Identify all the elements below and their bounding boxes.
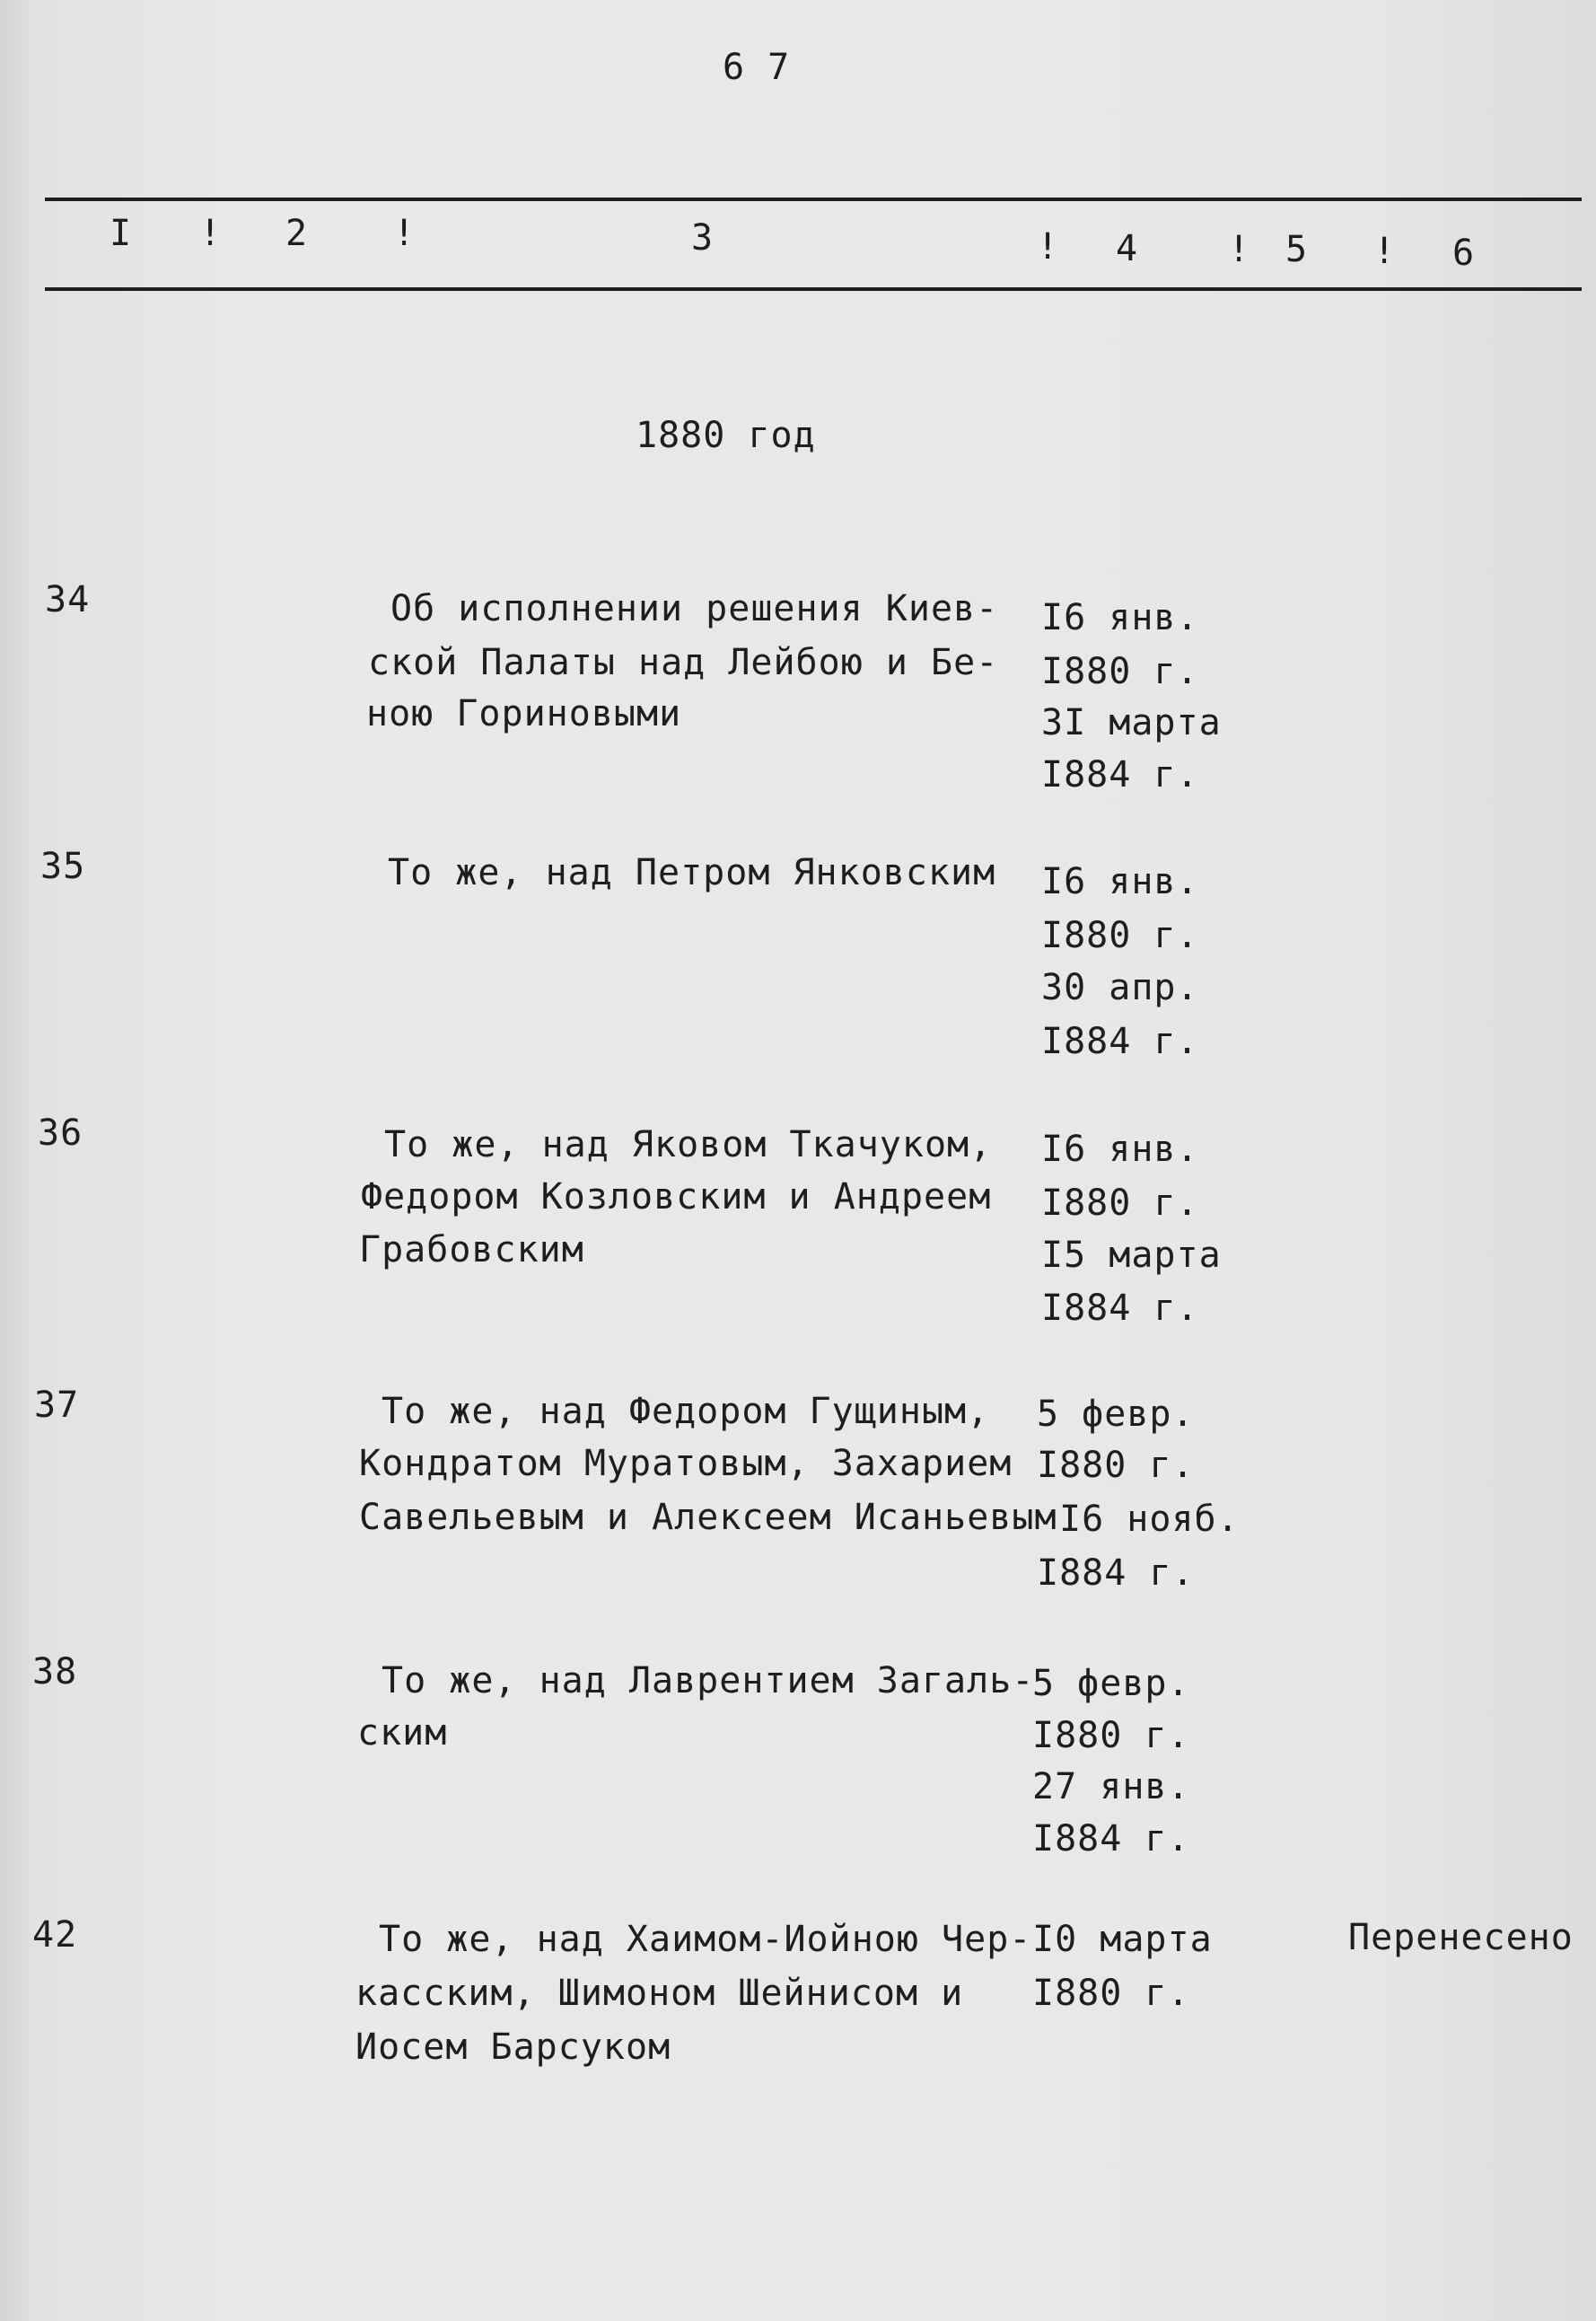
row-date: I880 г.: [1032, 1715, 1190, 1756]
row-title-line: То же, над Петром Янковским: [388, 852, 996, 893]
row-date: I880 г.: [1037, 1445, 1195, 1486]
row-date: I884 г.: [1041, 754, 1199, 796]
row-date: I884 г.: [1032, 1818, 1190, 1859]
row-date: I880 г.: [1041, 1182, 1199, 1224]
row-title-line: Савельевым и Алексеем Исаньевым: [359, 1497, 1057, 1538]
row-date: I880 г.: [1041, 651, 1199, 692]
row-date: 5 февр.: [1037, 1393, 1195, 1435]
header-col-6: 6: [1452, 233, 1475, 274]
row-date: I884 г.: [1037, 1552, 1195, 1594]
row-date: I884 г.: [1041, 1021, 1199, 1062]
row-date: I6 нояб.: [1059, 1499, 1240, 1540]
row-date: 27 янв.: [1032, 1766, 1190, 1807]
row-number: 37: [34, 1385, 80, 1426]
row-number: 34: [45, 579, 91, 620]
row-number: 42: [32, 1914, 78, 1956]
header-col-5: 5: [1285, 229, 1308, 270]
row-title-line: касским, Шимоном Шейнисом и: [355, 1973, 964, 2014]
row-date: I0 марта: [1032, 1919, 1213, 1960]
header-sep-1: !: [199, 213, 222, 254]
page-number: 6 7: [723, 47, 791, 88]
row-note: Перенесено: [1348, 1917, 1574, 1958]
row-date: I5 марта: [1041, 1235, 1222, 1276]
header-sep-5: !: [1373, 231, 1396, 272]
row-title-line: То же, над Лаврентием Загаль-: [381, 1660, 1035, 1701]
row-title-line: Федором Козловским и Андреем: [361, 1176, 992, 1218]
row-title-line: То же, над Федором Гущиным,: [381, 1391, 990, 1432]
row-title-line: Грабовским: [359, 1229, 584, 1270]
row-date: I880 г.: [1041, 915, 1199, 956]
header-sep-4: !: [1228, 229, 1250, 270]
row-title-line: ною Гориновыми: [366, 693, 682, 734]
row-number: 35: [40, 846, 86, 887]
header-top-rule: [45, 198, 1582, 201]
row-date: 3I марта: [1041, 702, 1222, 743]
row-date: I6 янв.: [1041, 861, 1199, 902]
header-col-1: I: [110, 213, 132, 254]
row-number: 38: [32, 1651, 78, 1692]
row-date: 30 апр.: [1041, 967, 1199, 1008]
header-bottom-rule: [45, 287, 1582, 291]
header-col-2: 2: [285, 213, 308, 254]
row-title-line: Кондратом Муратовым, Захарием: [359, 1443, 1013, 1484]
row-title-line: То же, над Яковом Ткачуком,: [384, 1124, 993, 1165]
row-date: I884 г.: [1041, 1288, 1199, 1329]
row-date: I6 янв.: [1041, 1129, 1199, 1170]
row-title-line: Иосем Барсуком: [355, 2026, 671, 2068]
header-sep-2: !: [393, 213, 416, 254]
row-date: I880 г.: [1032, 1973, 1190, 2014]
row-number: 36: [38, 1112, 83, 1154]
row-title-line: ской Палаты над Лейбою и Бе-: [368, 642, 999, 683]
row-title-line: То же, над Хаимом-Иойною Чер-: [379, 1919, 1032, 1960]
header-col-4: 4: [1116, 228, 1138, 269]
year-heading: 1880 год: [636, 415, 816, 456]
row-title-line: Об исполнении решения Киев-: [390, 588, 999, 629]
row-date: I6 янв.: [1041, 597, 1199, 638]
header-sep-3: !: [1037, 226, 1059, 268]
row-date: 5 февр.: [1032, 1663, 1190, 1704]
header-col-3: 3: [691, 217, 714, 259]
row-title-line: ским: [357, 1712, 448, 1754]
